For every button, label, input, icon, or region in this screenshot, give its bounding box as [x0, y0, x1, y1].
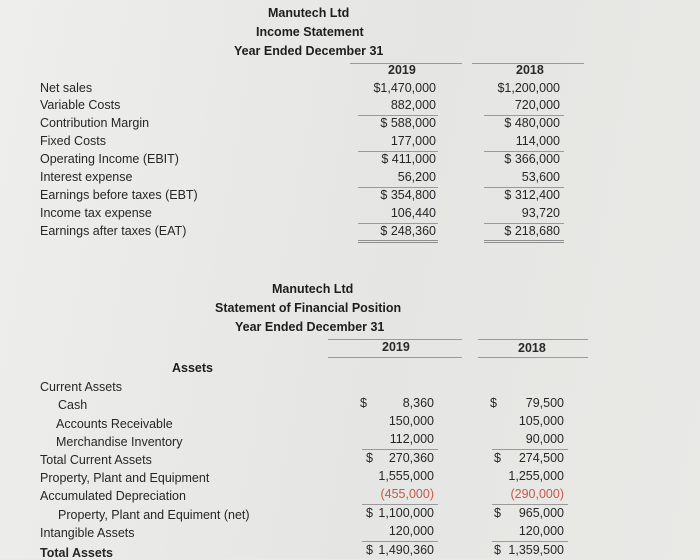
sfp-value-2018: 120,000 — [518, 524, 564, 538]
sfp-value-2018: 274,500 — [518, 451, 564, 465]
is-value-2019: $1,470,000 — [373, 81, 436, 95]
is-underline — [358, 187, 438, 188]
sfp-value-2019: (455,000) — [380, 487, 434, 501]
is-underline — [484, 223, 564, 224]
is-row-label: Income tax expense — [40, 206, 152, 220]
is-period: Year Ended December 31 — [234, 44, 384, 58]
is-value-2018: $ 366,000 — [504, 152, 560, 166]
is-underline — [358, 151, 438, 152]
is-row-label: Variable Costs — [40, 98, 121, 112]
is-value-2018: $1,200,000 — [497, 81, 560, 95]
sfp-row-label: Property, Plant and Equipment — [40, 471, 210, 485]
is-underline — [484, 115, 564, 116]
is-underline — [484, 151, 564, 152]
is-double-underline — [358, 240, 438, 243]
sfp-col-rule-2019-bottom — [328, 357, 462, 358]
sfp-row-label: Intangible Assets — [40, 526, 135, 540]
sfp-value-2018: 105,000 — [518, 414, 564, 428]
is-value-2019: 177,000 — [390, 134, 436, 148]
assets-heading: Assets — [172, 361, 213, 375]
sfp-value-2018: (290,000) — [510, 487, 564, 501]
sfp-company: Manutech Ltd — [272, 282, 354, 296]
sfp-dollar-2018: $ — [494, 506, 501, 520]
sfp-underline — [362, 541, 438, 542]
is-value-2018: $ 480,000 — [504, 116, 560, 130]
sfp-dollar-2019: $ — [366, 543, 373, 557]
is-title: Income Statement — [256, 25, 364, 39]
is-value-2018: $ 218,680 — [504, 224, 560, 238]
sfp-underline — [362, 504, 438, 505]
is-row-label: Earnings before taxes (EBT) — [40, 188, 198, 202]
sfp-period: Year Ended December 31 — [235, 320, 385, 334]
is-col-2018: 2018 — [516, 63, 544, 77]
sfp-value-2018: 1,359,500 — [508, 543, 564, 557]
is-value-2018: $ 312,400 — [504, 188, 560, 202]
sfp-row-label: Total Current Assets — [40, 453, 152, 467]
sfp-value-2019: 1,555,000 — [378, 469, 434, 483]
is-row-label: Contribution Margin — [40, 116, 150, 130]
sfp-row-label: Cash — [58, 398, 88, 412]
sfp-value-2019: 112,000 — [389, 432, 434, 446]
sfp-value-2019: 270,360 — [388, 451, 434, 465]
sfp-row-label: Merchandise Inventory — [56, 435, 183, 449]
sfp-dollar-2019: $ — [366, 451, 373, 465]
sfp-dollar-2018: $ — [494, 543, 501, 557]
is-row-label: Earnings after taxes (EAT) — [40, 224, 187, 238]
sfp-row-label: Property, Plant and Equiment (net) — [58, 508, 250, 522]
sfp-value-2018: 90,000 — [525, 432, 564, 446]
is-value-2018: 53,600 — [521, 170, 560, 184]
sfp-value-2019: 1,100,000 — [378, 506, 434, 520]
sfp-col-2019: 2019 — [382, 340, 410, 354]
is-value-2018: 720,000 — [514, 98, 560, 112]
is-row-label: Operating Income (EBIT) — [40, 152, 179, 166]
sfp-col-2018: 2018 — [518, 341, 546, 355]
is-value-2019: $ 354,800 — [380, 188, 436, 202]
is-underline — [484, 187, 564, 188]
is-row-label: Fixed Costs — [40, 134, 106, 148]
is-value-2019: 882,000 — [390, 98, 436, 112]
sfp-dollar-2018: $ — [490, 396, 497, 410]
sfp-underline — [362, 449, 438, 450]
sfp-underline — [492, 541, 568, 542]
sfp-row-label: Current Assets — [40, 380, 122, 394]
is-value-2018: 93,720 — [521, 206, 560, 220]
sfp-title: Statement of Financial Position — [215, 301, 402, 315]
is-value-2019: $ 411,000 — [381, 152, 436, 166]
sfp-value-2018: 965,000 — [518, 506, 564, 520]
is-underline — [358, 115, 438, 116]
is-company: Manutech Ltd — [268, 6, 350, 20]
is-value-2019: $ 248,360 — [380, 224, 436, 238]
sfp-row-label: Total Assets — [40, 546, 113, 560]
sfp-value-2019: 120,000 — [388, 524, 434, 538]
sfp-row-label: Accumulated Depreciation — [40, 489, 186, 503]
is-value-2019: 56,200 — [397, 170, 436, 184]
is-row-label: Net sales — [40, 81, 93, 95]
sfp-dollar-2019: $ — [360, 396, 367, 410]
is-value-2019: $ 588,000 — [380, 116, 436, 130]
sfp-value-2019: 1,490,360 — [378, 543, 434, 557]
is-value-2018: 114,000 — [515, 134, 560, 148]
sfp-dollar-2018: $ — [494, 451, 501, 465]
sfp-col-rule-2018-bottom — [478, 357, 588, 358]
sfp-row-label: Accounts Receivable — [56, 417, 173, 431]
sfp-underline — [492, 449, 568, 450]
sfp-value-2018: 79,500 — [525, 396, 564, 410]
is-row-label: Interest expense — [40, 170, 133, 184]
sfp-dollar-2019: $ — [366, 506, 373, 520]
sfp-value-2019: 150,000 — [388, 414, 434, 428]
is-underline — [358, 223, 438, 224]
sfp-value-2019: 8,360 — [402, 396, 434, 410]
sfp-underline — [492, 504, 568, 505]
is-double-underline — [484, 240, 564, 243]
sfp-col-rule-2018 — [478, 339, 588, 340]
sfp-value-2018: 1,255,000 — [508, 469, 564, 483]
is-col-2019: 2019 — [388, 63, 416, 77]
is-value-2019: 106,440 — [390, 206, 436, 220]
